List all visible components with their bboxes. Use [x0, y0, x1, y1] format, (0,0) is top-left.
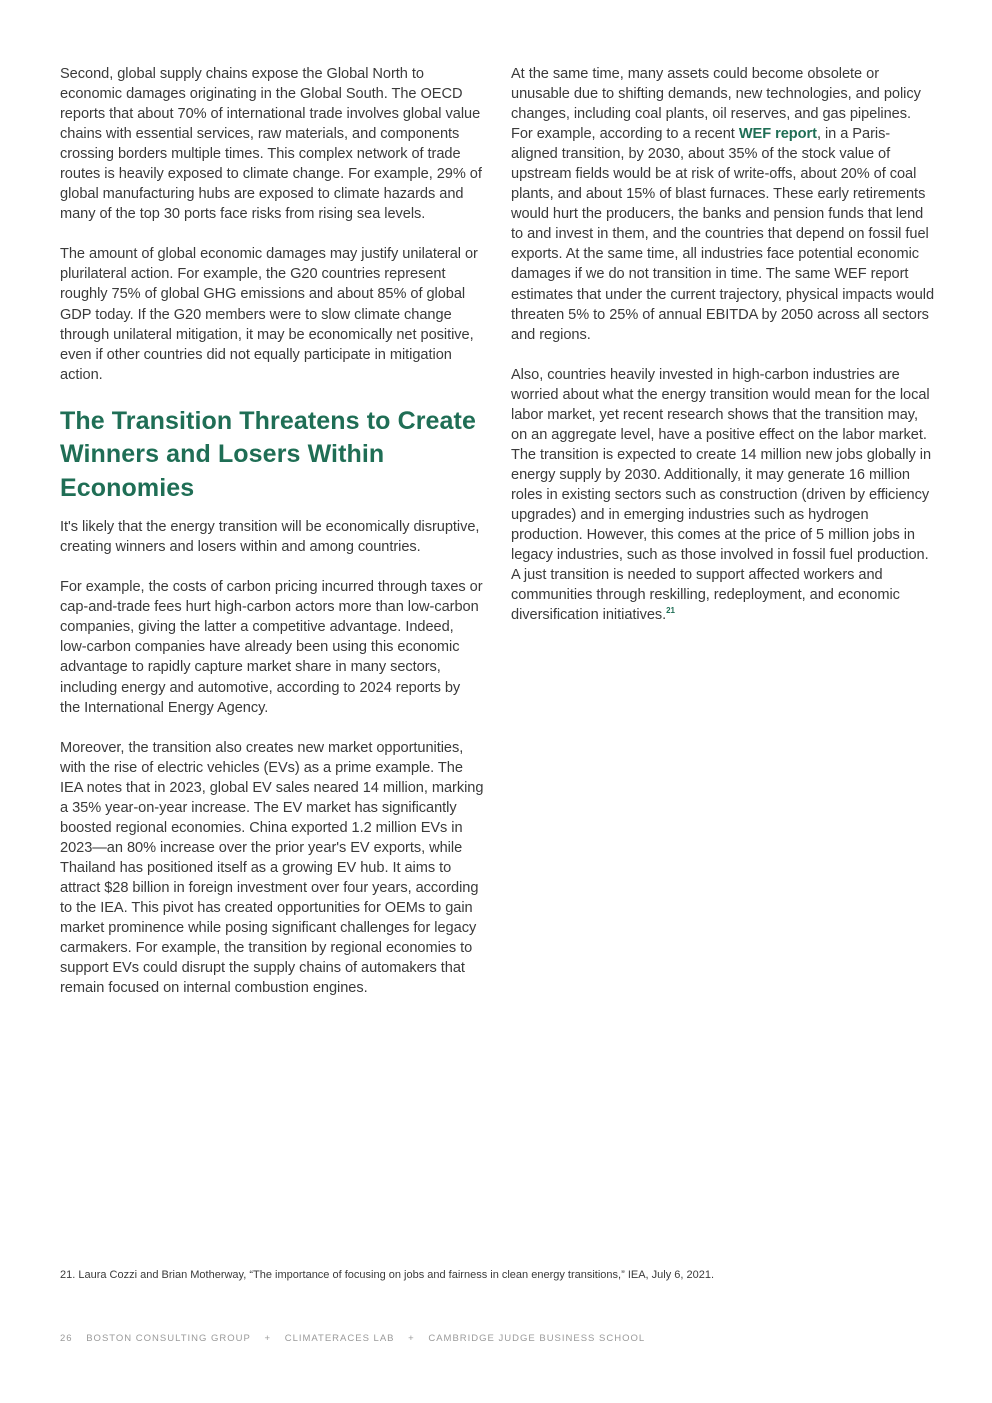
left-column [60, 64, 484, 1018]
paragraph-labor-market [511, 365, 935, 626]
footer-org-climateraces: CLIMATERACES LAB [284, 1333, 395, 1344]
text-segment: At the same time, many assets could become obsolete or unusable due to shifting demands, new technologies, and policy changes, including coal plants, oil reserves, and gas pipelines. For example, according to a recent [511, 66, 921, 143]
paragraph-ev-opportunities: Moreover, the transition also creates new market opportunities, with the rise of electric vehicles (EVs) as a prime example. The IEA notes that in 2023, global EV sales neared 14 million, marking a 35% year-on-year increase. The EV market has significantly boosted regional economies. China exported 1.2 million EVs in 2023—an 80% increase over the prior year's EV exports, while Thailand has positioned itself as a growing EV hub. It aims to attract $28 billion in foreign investment over four years, according to the IEA. This pivot has created opportunities for OEMs to gain market prominence while posing significant challenges for legacy carmakers. For example, the transition by regional economies to support EVs could disrupt the supply chains of automakers that remain focused on internal combustion engines. [60, 739, 484, 997]
text-segment: , in a Paris-aligned transition, by 2030, about 35% of the stock value of upstream fields would be at risk of write-offs, about 20% of coal plants, and about 15% of blast furnaces. These early retirements would hurt the producers, the banks and pension funds that lend to and invest in them, and the countries that depend on fossil fuel exports. At the same time, all industries face potential economic damages if we do not transition in time. The same WEF report estimates that under the current trajectory, physical impacts would threaten 5% to 25% of annual EBITDA by 2050 across all sectors and regions. [511, 126, 935, 343]
paragraph-disruption: It's likely that the energy transition will be economically disruptive, creating winners and losers within and among countries. [60, 519, 480, 556]
wef-report-link[interactable]: WEF report [738, 126, 817, 143]
footer-separator: + [264, 1333, 272, 1344]
right-column [511, 64, 935, 645]
paragraph-global-damages: The amount of global economic damages may justify unilateral or plurilateral action. For example, the G20 countries represent roughly 75% of global GHG emissions and about 85% of global GDP today. If the G20 members were to slow climate change through unilateral mitigation, it may be economically net positive, even if other countries did not equally participate in mitigation action. [60, 246, 478, 383]
footnote-21: 21. Laura Cozzi and Brian Motherway, “The importance of focusing on jobs and fairness in clean energy transitions,” IEA, July 6, 2021. [60, 1269, 715, 1281]
paragraph-carbon-pricing: For example, the costs of carbon pricing incurred through taxes or cap-and-trade fees hurt high-carbon actors more than low-carbon companies, giving the latter a competitive advantage. Indeed, low-carbon companies have already been using this economic advantage to rapidly capture market share in many sectors, including energy and automotive, according to 2024 reports by the International Energy Agency. [60, 579, 483, 716]
page-number: 26 [60, 1333, 73, 1344]
paragraph-supply-chains: Second, global supply chains expose the Global North to economic damages originating in the Global South. The OECD reports that about 70% of international trade involves global value chains with essential services, raw materials, and components crossing borders multiple times. This complex network of trade routes is heavily exposed to climate change. For example, 29% of global manufacturing hubs are exposed to climate hazards and many of the top 30 ports face risks from rising sea levels. [60, 66, 482, 223]
page-footer [60, 1333, 655, 1344]
text-segment: Also, countries heavily invested in high-carbon industries are worried about what the energy transition would mean for the local labor market, yet recent research shows that the transition may, on an aggregate level, have a positive effect on the labor market. The transition is expected to create 14 million new jobs globally in energy supply by 2030. Additionally, it may generate 16 million roles in existing sectors such as construction (driven by efficiency upgrades) and in emerging industries such as hydrogen production. However, this comes at the price of 5 million jobs in legacy industries, such as those involved in fossil fuel production. A just transition is needed to support affected workers and communities through reskilling, redeployment, and economic diversification initiatives. [511, 366, 932, 624]
footer-separator: + [408, 1333, 415, 1344]
footnote-ref-21[interactable]: 21 [666, 606, 675, 616]
footer-org-cambridge: CAMBRIDGE JUDGE BUSINESS SCHOOL [428, 1333, 646, 1344]
paragraph-stranded-assets [511, 64, 935, 345]
footer-org-bcg: BOSTON CONSULTING GROUP [86, 1333, 251, 1344]
section-heading: The Transition Threatens to Create Winners and Losers Within Economies [60, 406, 476, 502]
